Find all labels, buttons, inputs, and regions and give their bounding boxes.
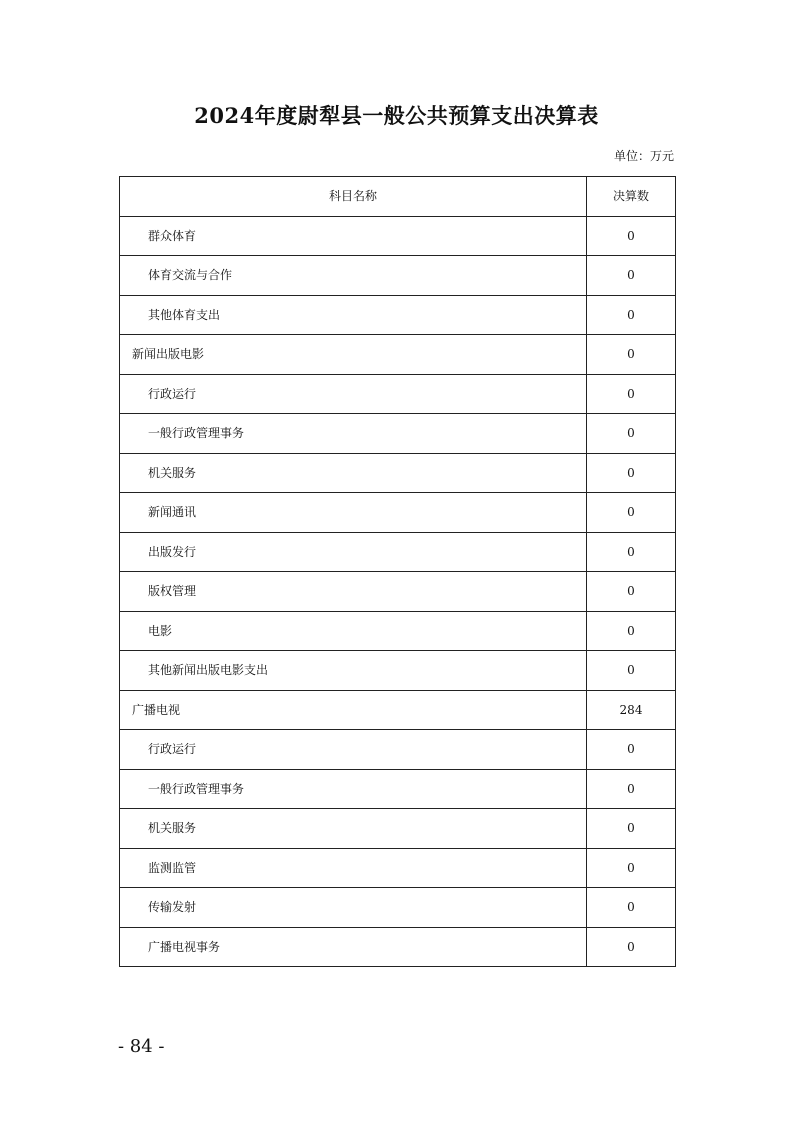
amount-cell: 0 [587,611,676,651]
table-row [120,572,676,612]
table-row [120,414,676,454]
table-body [120,216,676,967]
table-row [120,611,676,651]
table-row [120,295,676,335]
header-subject-name: 科目名称 [120,177,587,217]
table-row [120,690,676,730]
subject-name-cell: 行政运行 [120,730,587,770]
table-row [120,216,676,256]
subject-name-cell: 监测监管 [120,848,587,888]
unit-label: 单位：万元 [613,149,674,163]
subject-name-cell: 新闻出版电影 [120,335,587,375]
table-row [120,453,676,493]
amount-cell: 0 [587,453,676,493]
subject-name-cell: 行政运行 [120,374,587,414]
amount-cell: 0 [587,295,676,335]
table-header-row [120,177,676,217]
subject-name-cell: 体育交流与合作 [120,256,587,296]
table-row [120,888,676,928]
amount-cell: 0 [587,532,676,572]
header-final-amount: 决算数 [587,177,676,217]
subject-name-cell: 机关服务 [120,453,587,493]
table-row [120,493,676,533]
amount-cell: 0 [587,374,676,414]
amount-cell: 0 [587,927,676,967]
amount-cell: 0 [587,572,676,612]
subject-name-cell: 新闻通讯 [120,493,587,533]
table-row [120,927,676,967]
amount-cell: 0 [587,809,676,849]
amount-cell: 0 [587,335,676,375]
amount-cell: 0 [587,414,676,454]
table-row [120,809,676,849]
table-row [120,335,676,375]
subject-name-cell: 广播电视 [120,690,587,730]
subject-name-cell: 传输发射 [120,888,587,928]
subject-name-cell: 版权管理 [120,572,587,612]
table-row [120,374,676,414]
amount-cell: 0 [587,888,676,928]
document-title: 2024年度尉犁县一般公共预算支出决算表 [194,103,599,128]
amount-cell: 0 [587,216,676,256]
budget-table [119,176,676,967]
subject-name-cell: 其他体育支出 [120,295,587,335]
subject-name-cell: 出版发行 [120,532,587,572]
table-row [120,532,676,572]
table-row [120,730,676,770]
amount-cell: 0 [587,651,676,691]
amount-cell: 0 [587,256,676,296]
subject-name-cell: 一般行政管理事务 [120,769,587,809]
amount-cell: 0 [587,769,676,809]
subject-name-cell: 群众体育 [120,216,587,256]
subject-name-cell: 电影 [120,611,587,651]
subject-name-cell: 一般行政管理事务 [120,414,587,454]
page-number: - 84 - [118,1036,165,1057]
amount-cell: 0 [587,848,676,888]
table-row [120,769,676,809]
amount-cell: 0 [587,493,676,533]
table-row [120,651,676,691]
subject-name-cell: 机关服务 [120,809,587,849]
table-row [120,256,676,296]
subject-name-cell: 其他新闻出版电影支出 [120,651,587,691]
amount-cell: 284 [587,690,676,730]
table-row [120,848,676,888]
subject-name-cell: 广播电视事务 [120,927,587,967]
amount-cell: 0 [587,730,676,770]
